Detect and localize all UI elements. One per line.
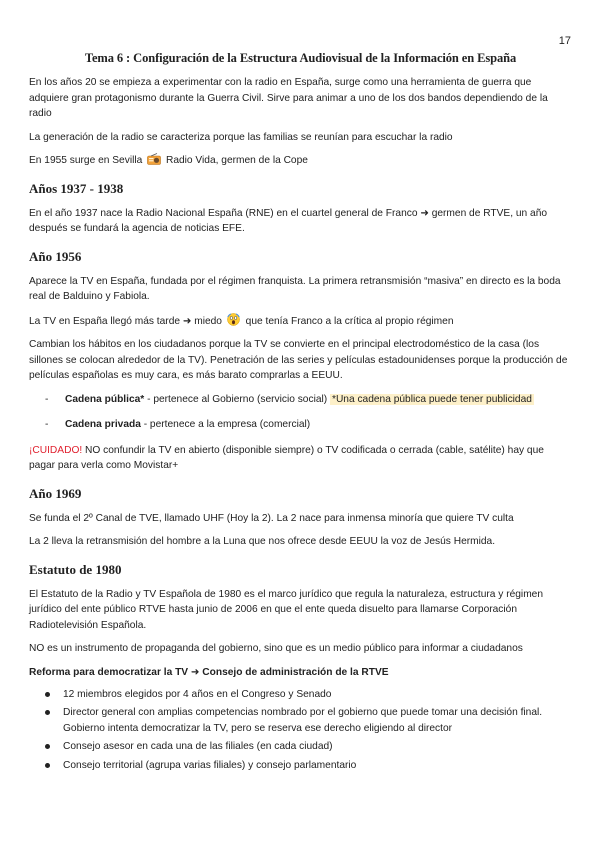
paragraph-1969-2: La 2 lleva la retransmisión del hombre a la Luna que nos ofrece desde EEUU la voz de Jesús Hermida. bbox=[29, 536, 496, 547]
list-item-private-channel bbox=[45, 417, 572, 433]
warning-text: NO confundir la TV en abierto (disponible siempre) o TV codificada o cerrada (cable, satélite) hay que pagar para verla como Movistar+ bbox=[29, 444, 544, 471]
p1956-2-before: La TV en España llegó más tarde ➜ miedo bbox=[29, 315, 222, 327]
scream-face-emoji-icon bbox=[227, 313, 241, 325]
public-channel-label: Cadena pública* bbox=[65, 393, 145, 405]
intro-paragraph-1: En los años 20 se empieza a experimentar con la radio en España, surge como una herramienta de guerra que adquiere gran protagonismo durante la Guerra Civil. Sirve para animar a uno de los dos bandos dependiendo de la radio bbox=[29, 77, 548, 119]
list-item: 12 miembros elegidos por 4 años en el Congreso y Senado bbox=[45, 687, 572, 703]
list-item: Consejo asesor en cada una de las filiales (en cada ciudad) bbox=[45, 739, 572, 755]
intro-paragraph-3 bbox=[29, 153, 572, 169]
page-title: Tema 6 : Configuración de la Estructura Audiovisual de la Información en España bbox=[84, 51, 517, 65]
intro-paragraph-2: La generación de la radio se caracteriza porque las familias se reunían para escuchar la radio bbox=[29, 131, 453, 143]
heading-1956: Año 1956 bbox=[29, 248, 82, 264]
document-body bbox=[29, 51, 572, 776]
list-item: Director general con amplias competencias nombrado por el gobierno que puede tomar una decisión final. Gobierno intenta democratizar la TV, pero se reserva ese derecho eligiendo al director bbox=[45, 705, 572, 736]
intro-p3-before: En 1955 surge en Sevilla bbox=[29, 155, 143, 166]
paragraph-1980-2: NO es un instrumento de propaganda del gobierno, sino que es un medio público para informar a ciudadanos bbox=[29, 643, 523, 654]
intro-p3-after: Radio Vida, germen de la Cope bbox=[165, 155, 308, 166]
paragraph-1980-1: El Estatuto de la Radio y TV Española de 1980 es el marco jurídico que regula la naturaleza, estructura y régimen jurídico del ente público RTVE hasta junio de 2006 en que el ente queda disuelto para llamarse Corporación Radiotelevisión Española. bbox=[29, 588, 544, 631]
radio-emoji-icon bbox=[147, 153, 161, 165]
paragraph-1937: En el año 1937 nace la Radio Nacional España (RNE) en el cuartel general de Franco ➜ germen de RTVE, un año después se fundará la agencia de noticias EFE. bbox=[29, 207, 548, 234]
paragraph-1969-1: Se funda el 2º Canal de TVE, llamado UHF (Hoy la 2). La 2 nace para inmensa minoría que quiere TV culta bbox=[29, 512, 514, 524]
warning-label: ¡CUIDADO! bbox=[29, 444, 83, 456]
p1956-2-after: que tenía Franco a la crítica al propio régimen bbox=[245, 315, 454, 327]
heading-1969: Año 1969 bbox=[29, 485, 82, 501]
reform-bullet-list bbox=[29, 687, 572, 774]
heading-1937: Años 1937 - 1938 bbox=[29, 180, 124, 196]
channel-type-list bbox=[29, 392, 572, 433]
private-channel-label: Cadena privada bbox=[65, 419, 141, 430]
paragraph-1956-2 bbox=[29, 313, 572, 330]
private-channel-text: - pertenece a la empresa (comercial) bbox=[140, 419, 311, 430]
list-item: Consejo territorial (agrupa varias filiales) y consejo parlamentario bbox=[45, 758, 572, 774]
paragraph-1956-3: Cambian los hábitos en los ciudadanos porque la TV se convierte en el principal electrodoméstico de la casa (los sillones se colocan alrededor de la TV). Penetración de las series y películas estadounidenses porque la producción de películas españolas es muy cara, es más barato comprarlas a EEUU. bbox=[29, 339, 568, 381]
public-channel-text: - pertenece al Gobierno (servicio social) bbox=[144, 393, 330, 405]
page-number: 17 bbox=[558, 35, 571, 47]
reform-title: Reforma para democratizar la TV ➜ Consejo de administración de la RTVE bbox=[29, 666, 389, 678]
paragraph-1956-1: Aparece la TV en España, fundada por el régimen franquista. La primera retransmisión “masiva” en directo es la boda real de Balduino y Fabiola. bbox=[29, 275, 561, 302]
public-channel-note: *Una cadena pública puede tener publicidad bbox=[331, 393, 532, 405]
warning-paragraph bbox=[29, 443, 572, 474]
heading-1980: Estatuto de 1980 bbox=[29, 561, 122, 577]
list-item-public-channel bbox=[45, 392, 572, 408]
